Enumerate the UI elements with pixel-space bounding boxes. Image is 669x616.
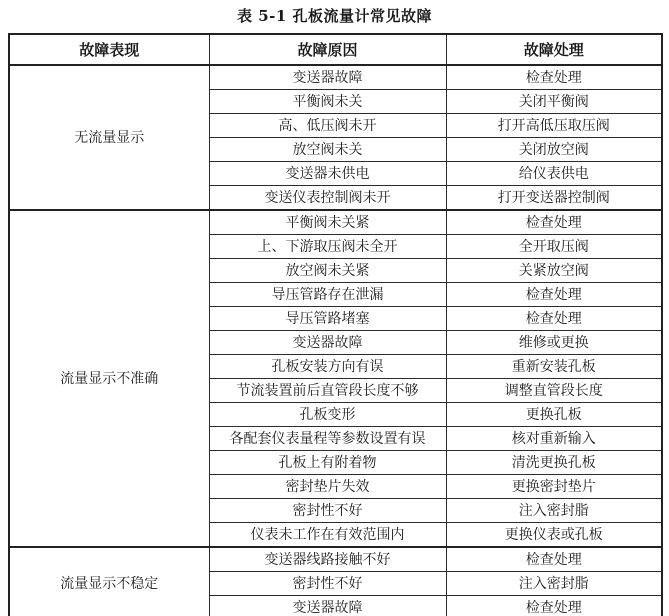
action-cell: 关闭平衡阀: [446, 90, 662, 114]
action-cell: 清洗更换孔板: [446, 451, 662, 475]
action-cell: 检查处理: [446, 547, 662, 572]
action-cell: 打开变送器控制阀: [446, 186, 662, 211]
cause-cell: 孔板安装方向有误: [209, 355, 446, 379]
action-cell: 检查处理: [446, 283, 662, 307]
action-cell: 全开取压阀: [446, 235, 662, 259]
cause-cell: 密封性不好: [209, 499, 446, 523]
cause-cell: 仪表未工作在有效范围内: [209, 523, 446, 548]
action-cell: 调整直管段长度: [446, 379, 662, 403]
action-cell: 检查处理: [446, 210, 662, 235]
header-cause: 故障原因: [209, 34, 446, 65]
cause-cell: 各配套仪表量程等参数设置有误: [209, 427, 446, 451]
cause-cell: 平衡阀未关紧: [209, 210, 446, 235]
action-cell: 检查处理: [446, 65, 662, 90]
table-row: [9, 547, 662, 572]
action-cell: 维修或更换: [446, 331, 662, 355]
cause-cell: 变送器故障: [209, 596, 446, 616]
symptom-cell: 流量显示不准确: [9, 210, 209, 547]
cause-cell: 平衡阀未关: [209, 90, 446, 114]
action-cell: 检查处理: [446, 307, 662, 331]
action-cell: 关紧放空阀: [446, 259, 662, 283]
fault-table-header: [9, 34, 662, 65]
action-cell: 更换仪表或孔板: [446, 523, 662, 548]
cause-cell: 放空阀未关紧: [209, 259, 446, 283]
header-row: [9, 34, 662, 65]
fault-table: [8, 33, 663, 616]
action-cell: 更换密封垫片: [446, 475, 662, 499]
symptom-cell: 无流量显示: [9, 65, 209, 210]
header-symptom: 故障表现: [9, 34, 209, 65]
action-cell: 关闭放空阀: [446, 138, 662, 162]
table-row: [9, 65, 662, 90]
cause-cell: 密封垫片失效: [209, 475, 446, 499]
action-cell: 注入密封脂: [446, 499, 662, 523]
action-cell: 核对重新输入: [446, 427, 662, 451]
action-cell: 打开高低压取压阀: [446, 114, 662, 138]
action-cell: 更换孔板: [446, 403, 662, 427]
action-cell: 重新安装孔板: [446, 355, 662, 379]
header-action: 故障处理: [446, 34, 662, 65]
cause-cell: 节流装置前后直管段长度不够: [209, 379, 446, 403]
cause-cell: 上、下游取压阀未全开: [209, 235, 446, 259]
cause-cell: 变送仪表控制阀未开: [209, 186, 446, 211]
cause-cell: 变送器故障: [209, 65, 446, 90]
cause-cell: 变送器故障: [209, 331, 446, 355]
cause-cell: 密封性不好: [209, 572, 446, 596]
cause-cell: 孔板上有附着物: [209, 451, 446, 475]
fault-table-body: [9, 65, 662, 616]
cause-cell: 变送器线路接触不好: [209, 547, 446, 572]
cause-cell: 导压管路堵塞: [209, 307, 446, 331]
action-cell: 注入密封脂: [446, 572, 662, 596]
cause-cell: 孔板变形: [209, 403, 446, 427]
cause-cell: 导压管路存在泄漏: [209, 283, 446, 307]
action-cell: 检查处理: [446, 596, 662, 616]
cause-cell: 放空阀未关: [209, 138, 446, 162]
action-cell: 给仪表供电: [446, 162, 662, 186]
table-caption: 表 5-1 孔板流量计常见故障: [236, 7, 433, 25]
cause-cell: 高、低压阀未开: [209, 114, 446, 138]
cause-cell: 变送器未供电: [209, 162, 446, 186]
symptom-cell: 流量显示不稳定: [9, 547, 209, 616]
table-row: [9, 210, 662, 235]
